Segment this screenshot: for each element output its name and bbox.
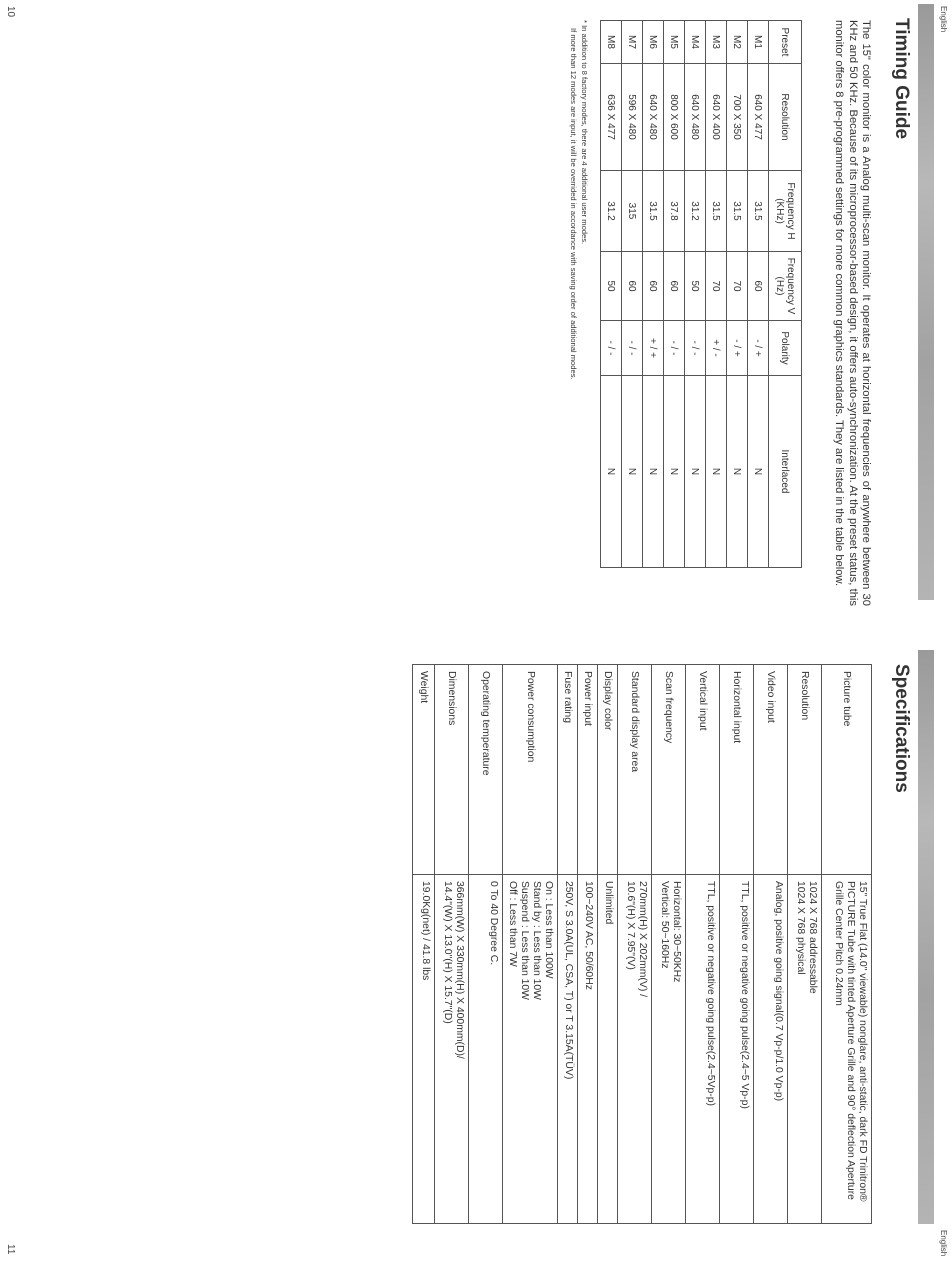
table-cell: - / - (622, 321, 643, 376)
table-row (727, 21, 748, 568)
spec-label: Horizontal input (720, 665, 754, 875)
table-cell: 60 (622, 252, 643, 321)
spec-label: Power input (578, 665, 598, 875)
table-row (601, 21, 622, 568)
table-row (748, 21, 769, 568)
spec-value: 19.0Kg(net) / 41.8 lbs (413, 875, 435, 1224)
table-cell: 636 X 477 (601, 64, 622, 171)
page-number-left: 10 (5, 6, 16, 18)
table-cell: N (664, 376, 685, 568)
table-cell: 50 (685, 252, 706, 321)
table-row (622, 21, 643, 568)
table-cell: - / + (748, 321, 769, 376)
table-cell: M2 (727, 21, 748, 64)
spec-row (720, 665, 754, 1224)
spec-row (558, 665, 578, 1224)
specifications-title: Specifications (891, 664, 912, 793)
spec-label: Operating temperature (469, 665, 503, 875)
table-cell: M8 (601, 21, 622, 64)
table-cell: M7 (622, 21, 643, 64)
spec-row (822, 665, 872, 1224)
table-cell: M4 (685, 21, 706, 64)
table-cell: - / - (601, 321, 622, 376)
timing-table-header-row (769, 21, 802, 568)
header-bar-right (918, 650, 934, 1224)
specifications-table (412, 664, 872, 1224)
timing-col-frequency-v: Frequency V (Hz) (769, 252, 802, 321)
spec-label: Standard display area (618, 665, 652, 875)
spec-row (435, 665, 469, 1224)
table-cell: 640 X 480 (685, 64, 706, 171)
table-row (706, 21, 727, 568)
table-cell: 70 (727, 252, 748, 321)
spec-row (788, 665, 822, 1224)
table-cell: M5 (664, 21, 685, 64)
table-cell: 60 (643, 252, 664, 321)
spec-label: Weight (413, 665, 435, 875)
language-label-right: English (939, 1230, 948, 1257)
table-cell: 315 (622, 171, 643, 252)
table-cell: M6 (643, 21, 664, 64)
timing-col-resolution: Resolution (769, 64, 802, 171)
timing-col-polarity: Polarity (769, 321, 802, 376)
table-cell: 640 X 400 (706, 64, 727, 171)
table-row (685, 21, 706, 568)
spec-value: 250V, S 3.0A(UL, CSA, T) or T 3.15A(TÜV) (558, 875, 578, 1224)
table-cell: 640 X 480 (643, 64, 664, 171)
spec-value: 366mm(W) X 330mm(H) X 400mm(D)/ 14.4"(W) X 13.0"(H) X 15.7"(D) (435, 875, 469, 1224)
table-cell: N (643, 376, 664, 568)
spec-row (413, 665, 435, 1224)
table-row (664, 21, 685, 568)
spec-label: Picture tube (822, 665, 872, 875)
timing-guide-title: Timing Guide (891, 18, 912, 140)
timing-note-1: * In addition to 8 factory modes, there are 4 additional user modes. (580, 20, 589, 245)
table-cell: + / - (706, 321, 727, 376)
spec-label: Scan frequency (652, 665, 686, 875)
spec-value: Unlimited (598, 875, 618, 1224)
table-cell: 60 (748, 252, 769, 321)
spec-label: Dimensions (435, 665, 469, 875)
table-cell: N (685, 376, 706, 568)
spec-row (469, 665, 503, 1224)
spec-value: 0 To 40 Degree C. (469, 875, 503, 1224)
timing-guide-intro: The 15" color monitor is a Analog multi-scan monitor. It operates at horizontal frequencies of anywhere between 30 KHz and 50 KHz. Because of its microprocessor-based design, it offers auto-synchronization. At the preset status, this monitor offers 8 pre-programmed settings for more common graphics standards. They are listed in the table below. (833, 20, 872, 606)
table-cell: 31.5 (727, 171, 748, 252)
page-number-right: 11 (5, 1244, 16, 1255)
spec-row (618, 665, 652, 1224)
spec-label: Power consumption (503, 665, 558, 875)
spec-value: 15" True Flat (14.0" viewable) nonglare, anti-static, dark FD Trinitron® PICTURE Tube with tinted Aperture Grille and 90° deflection Aperture Grille Center Pitch 0.24mm (822, 875, 872, 1224)
table-cell: 800 X 600 (664, 64, 685, 171)
spec-value: 1024 X 768 addressable 1024 X 768 physical (788, 875, 822, 1224)
table-row (643, 21, 664, 568)
table-cell: 31.5 (706, 171, 727, 252)
table-cell: M3 (706, 21, 727, 64)
timing-note-2: If more than 12 modes are input, it will be overrided in accordance with saving order of additional modes. (569, 28, 578, 380)
spec-value: TTL, positive or negative going pulse(2.4~5 Vp-p) (720, 875, 754, 1224)
table-cell: 31.2 (601, 171, 622, 252)
header-bar-left (918, 4, 934, 600)
language-label-left: English (939, 6, 948, 33)
spec-label: Vertical input (686, 665, 720, 875)
table-cell: 31.5 (748, 171, 769, 252)
spec-row (578, 665, 598, 1224)
spec-value: On : Less than 100W Stand by : Less than 10W Suspend : Less than 10W Off : Less than 7W (503, 875, 558, 1224)
table-cell: N (622, 376, 643, 568)
table-cell: 31.2 (685, 171, 706, 252)
spec-label: Display color (598, 665, 618, 875)
table-cell: 50 (601, 252, 622, 321)
timing-table (600, 20, 802, 568)
table-cell: N (748, 376, 769, 568)
table-cell: 700 X 350 (727, 64, 748, 171)
spec-row (686, 665, 720, 1224)
table-cell: 60 (664, 252, 685, 321)
spec-row (754, 665, 788, 1224)
table-cell: 31.5 (643, 171, 664, 252)
spec-row (503, 665, 558, 1224)
table-cell: M1 (748, 21, 769, 64)
table-cell: - / - (664, 321, 685, 376)
spec-value: 100~240V AC, 50/60Hz (578, 875, 598, 1224)
table-cell: - / - (685, 321, 706, 376)
spec-label: Resolution (788, 665, 822, 875)
spec-row (598, 665, 618, 1224)
table-cell: N (601, 376, 622, 568)
spec-row (652, 665, 686, 1224)
spec-value: Analog, positive going signal(0.7 Vp-p/1.0 Vp-p) (754, 875, 788, 1224)
table-cell: 37.8 (664, 171, 685, 252)
timing-col-preset: Preset (769, 21, 802, 64)
spec-label: Fuse rating (558, 665, 578, 875)
table-cell: N (727, 376, 748, 568)
spec-value: Horizontal: 30~50KHz Vertical: 50~160Hz (652, 875, 686, 1224)
table-cell: 70 (706, 252, 727, 321)
table-cell: + / + (643, 321, 664, 376)
table-cell: 640 X 477 (748, 64, 769, 171)
spec-value: TTL, positive or negative going pulse(2.4~5Vp-p) (686, 875, 720, 1224)
table-cell: - / + (727, 321, 748, 376)
table-cell: 596 X 480 (622, 64, 643, 171)
timing-col-interlaced: Interlaced (769, 376, 802, 568)
timing-col-frequency-h: Frequency H (KHz) (769, 171, 802, 252)
spec-value: 270mm(H) X 202mm(V) / 10.6"(H) X 7.95"(V) (618, 875, 652, 1224)
spec-label: Video input (754, 665, 788, 875)
table-cell: N (706, 376, 727, 568)
